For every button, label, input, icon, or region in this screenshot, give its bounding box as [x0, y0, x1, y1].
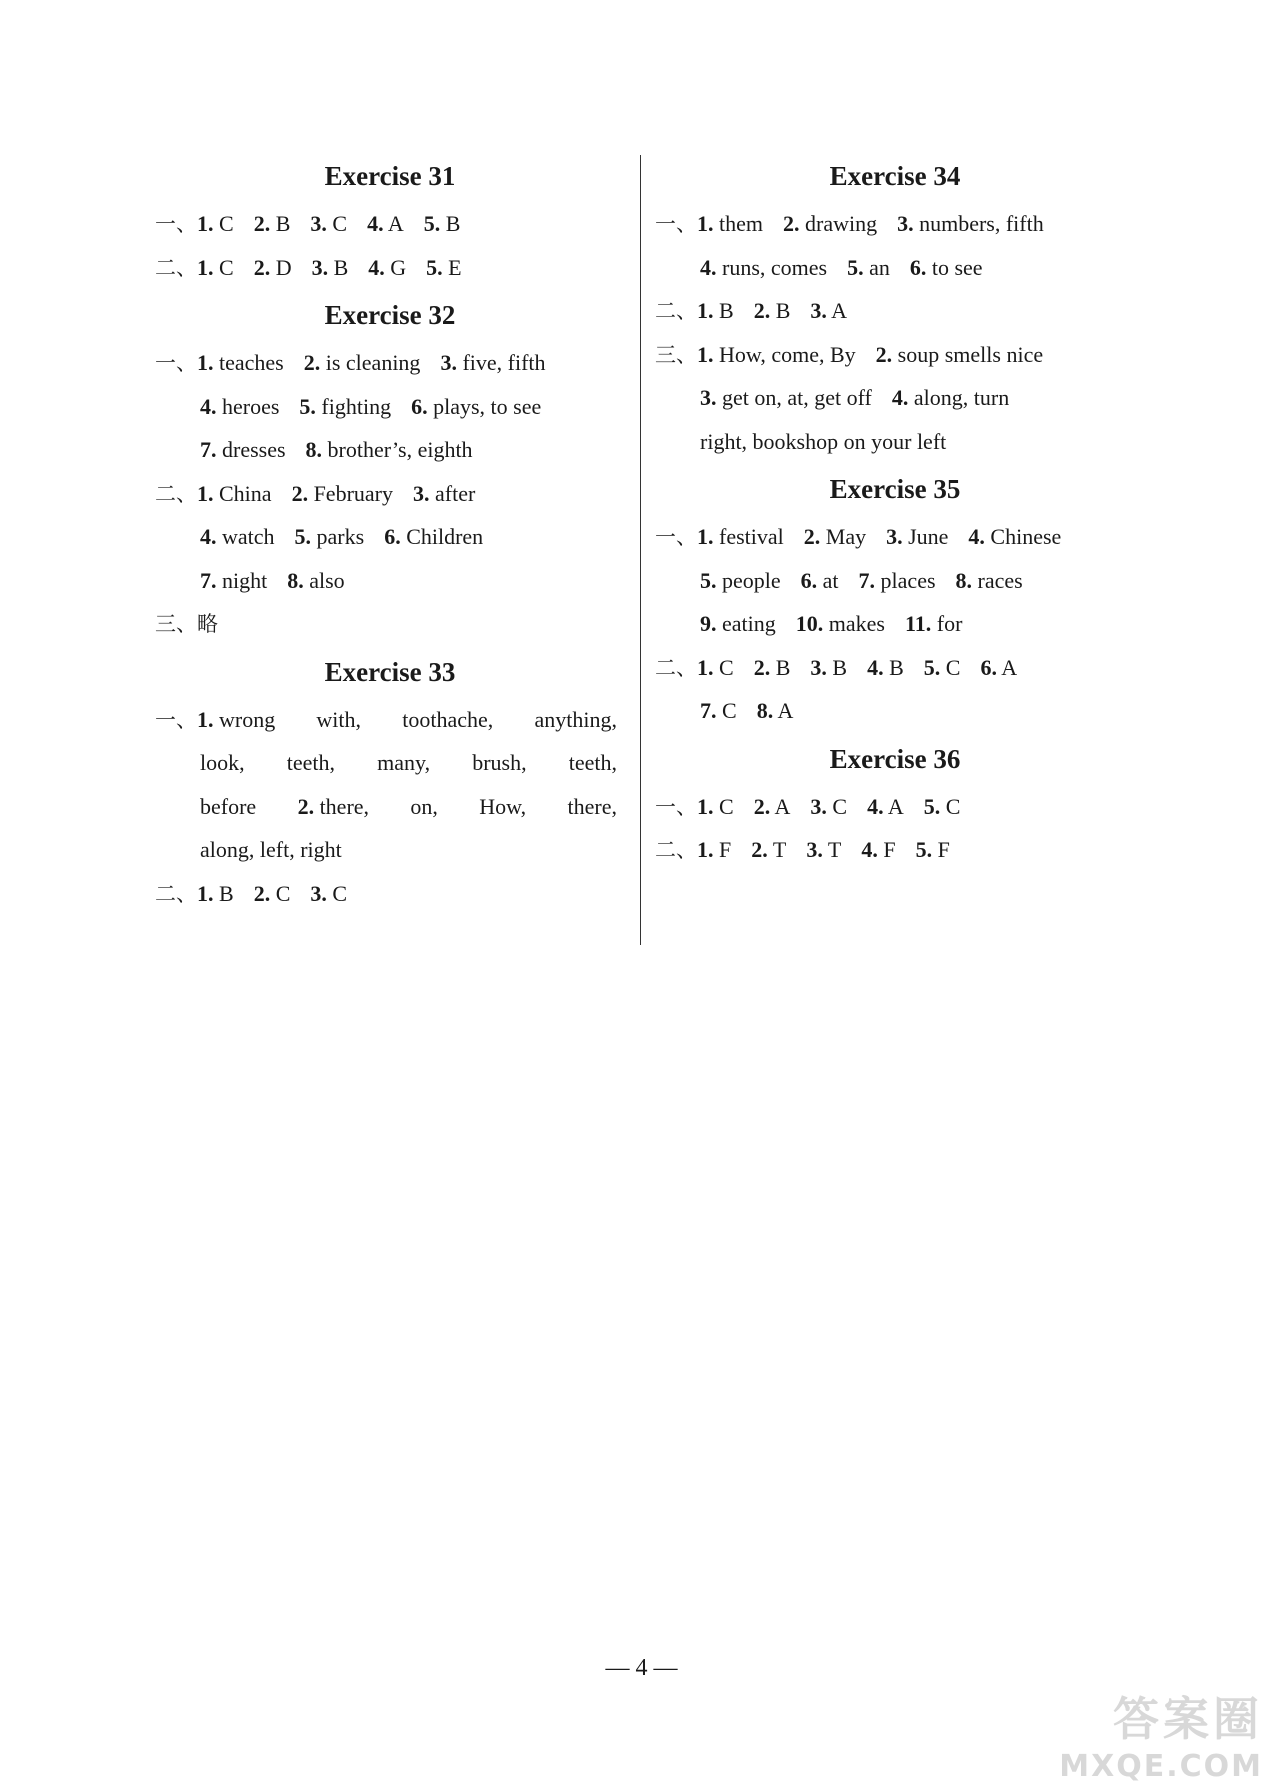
section-marker: 一、	[655, 794, 697, 819]
answer-line: 二、1. C 2. D 3. B 4. G 5. E	[155, 254, 462, 280]
answer-line: 一、1. C 2. A 3. C 4. A 5. C	[655, 793, 961, 819]
section-marker: 二、	[155, 255, 197, 280]
section-marker: 三、	[655, 342, 697, 367]
answer-line: 一、1. teaches 2. is cleaning 3. five, fifth	[155, 350, 546, 375]
section-marker: 二、	[155, 481, 197, 506]
section-marker: 二、	[655, 838, 697, 862]
answer-line	[155, 602, 625, 646]
answer-line: 二、1. B 2. B 3. A	[655, 298, 848, 323]
answer-line: 7. night 8. also	[200, 567, 345, 593]
answer-line: 4. watch 5. parks 6. Children	[200, 524, 484, 549]
exercise-34-title: Exercise 34	[829, 161, 961, 191]
answer-line: 9. eating 10. makes 11. for	[700, 611, 963, 636]
exercise-36-title: Exercise 36	[829, 743, 961, 774]
exercise-32-title: Exercise 32	[324, 300, 456, 330]
section-marker: 一、	[155, 212, 197, 236]
column-divider	[640, 155, 641, 945]
answer-line: 二、1. China 2. February 3. after	[155, 480, 476, 506]
answer-line: along, left, right	[200, 837, 342, 862]
answer-line: 一、1. them 2. drawing 3. numbers, fifth	[655, 211, 1044, 236]
answer-line: 4. runs, comes 5. an 6. to see	[700, 254, 983, 280]
section-marker: 二、	[655, 299, 697, 323]
section-marker: 一、	[655, 212, 697, 236]
watermark-url: MXQE.COM	[1059, 1749, 1263, 1784]
answer-line: 5. people 6. at 7. places 8. races	[700, 567, 1023, 593]
section-marker: 一、	[655, 525, 697, 549]
answer-line: 二、1. B 2. C 3. C	[155, 880, 348, 906]
answer-line: 二、1. C 2. B 3. B 4. B 5. C 6. A	[655, 654, 1018, 680]
page-number: — 4 —	[605, 1655, 678, 1681]
exercise-31-title: Exercise 31	[324, 161, 456, 191]
answer-line: look, teeth, many, brush, teeth,	[200, 750, 617, 775]
left-column	[155, 150, 625, 915]
answer-line: 一、1. festival 2. May 3. June 4. Chinese	[655, 524, 1062, 549]
exercise-33-title: Exercise 33	[324, 656, 456, 687]
watermark-logo	[1059, 1683, 1263, 1784]
watermark-text: 答案圈	[1113, 1692, 1263, 1746]
answer-line: right, bookshop on your left	[700, 428, 947, 454]
section-marker: 三、	[155, 612, 197, 636]
answer-line: 一、1. wrong with, toothache, anything,	[155, 706, 617, 732]
section-marker: 一、	[155, 351, 197, 375]
section-marker: 一、	[155, 707, 197, 732]
answer-line: 3. get on, at, get off 4. along, turn	[700, 385, 1010, 410]
answer-line: 二、1. F 2. T 3. T 4. F 5. F	[655, 837, 950, 862]
section-marker: 二、	[155, 881, 197, 906]
answer-text: 略	[197, 612, 218, 636]
section-marker: 二、	[655, 655, 697, 680]
answer-line: 一、1. C 2. B 3. C 4. A 5. B	[155, 211, 461, 236]
answer-line: before 2. there, on, How, there,	[200, 793, 617, 819]
answer-line: 三、1. How, come, By 2. soup smells nice	[655, 341, 1044, 367]
answer-line: 7. dresses 8. brother’s, eighth	[200, 437, 473, 462]
answer-line: 7. C 8. A	[700, 698, 794, 723]
right-column	[655, 150, 1135, 872]
exercise-35-title: Exercise 35	[829, 474, 961, 504]
answer-line: 4. heroes 5. fighting 6. plays, to see	[200, 393, 542, 419]
